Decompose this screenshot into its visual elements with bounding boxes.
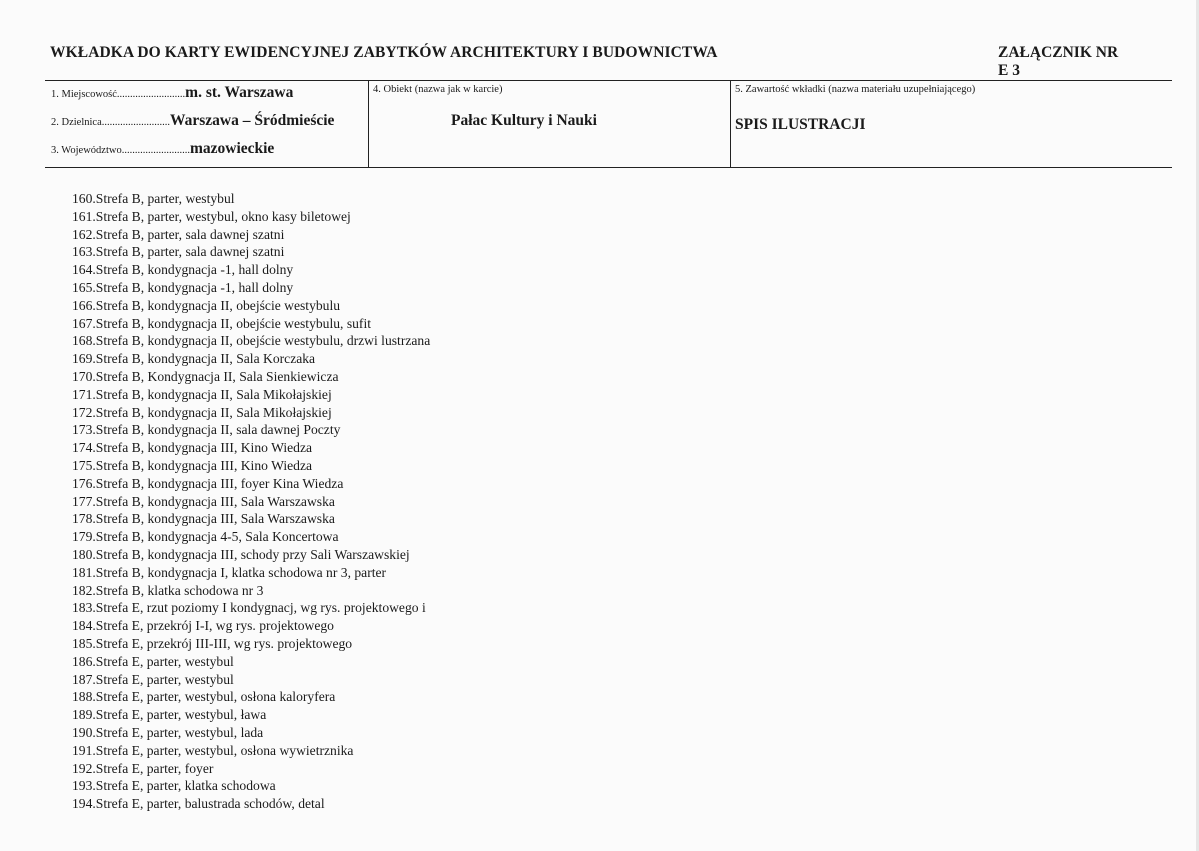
- list-item: 174.Strefa B, kondygnacja III, Kino Wiedza: [72, 440, 313, 456]
- object-value: Pałac Kultury i Nauki: [451, 112, 597, 129]
- list-item: 188.Strefa E, parter, westybul, osłona kaloryfera: [72, 689, 336, 705]
- list-item: 172.Strefa B, kondygnacja II, Sala Mikołajskiej: [72, 404, 332, 420]
- list-item: 185.Strefa E, przekrój III-III, wg rys. projektowego: [72, 635, 353, 651]
- list-item: 189.Strefa E, parter, westybul, ława: [72, 707, 267, 723]
- illustration-list: [72, 190, 430, 813]
- list-item: 169.Strefa B, kondygnacja II, Sala Korczaka: [72, 351, 316, 367]
- list-item: 173.Strefa B, kondygnacja II, sala dawnej Poczty: [72, 422, 341, 438]
- header-top-rule: [45, 80, 1172, 81]
- district-label: 2. Dzielnica..........................: [51, 117, 170, 128]
- list-item: 164.Strefa B, kondygnacja -1, hall dolny: [72, 262, 294, 278]
- list-item: 187.Strefa E, parter, westybul: [72, 671, 234, 687]
- document-title: WKŁADKA DO KARTY EWIDENCYJNEJ ZABYTKÓW ARCHITEKTURY I BUDOWNICTWA: [50, 44, 718, 61]
- list-item: 160.Strefa B, parter, westybul: [72, 191, 235, 206]
- list-item: 171.Strefa B, kondygnacja II, Sala Mikołajskiej: [72, 386, 332, 402]
- list-item: 176.Strefa B, kondygnacja III, foyer Kina Wiedza: [72, 475, 344, 491]
- list-item: 161.Strefa B, parter, westybul, okno kasy biletowej: [72, 208, 351, 224]
- district-value: Warszawa – Śródmieście: [169, 112, 335, 129]
- list-item: 166.Strefa B, kondygnacja II, obejście westybulu: [72, 297, 341, 313]
- district-field: [51, 112, 334, 130]
- list-item: 179.Strefa B, kondygnacja 4-5, Sala Koncertowa: [72, 529, 339, 545]
- column-divider-2: [730, 80, 731, 167]
- header-bottom-rule: [45, 167, 1172, 168]
- column-divider-1: [368, 80, 369, 167]
- list-item: 163.Strefa B, parter, sala dawnej szatni: [72, 244, 285, 260]
- content-label: 5. Zawartość wkładki (nazwa materiału uzupełniającego): [735, 84, 976, 95]
- voivodeship-field: [51, 140, 274, 158]
- list-item: 192.Strefa E, parter, foyer: [72, 760, 214, 776]
- voivodeship-value: mazowieckie: [189, 140, 275, 157]
- list-item: 194.Strefa E, parter, balustrada schodów, detal: [72, 796, 325, 812]
- content-value: SPIS ILUSTRACJI: [735, 116, 866, 133]
- list-item: 184.Strefa E, przekrój I-I, wg rys. projektowego: [72, 618, 334, 634]
- locality-field: [51, 84, 293, 102]
- list-item: 182.Strefa B, klatka schodowa nr 3: [72, 582, 264, 598]
- list-item: 193.Strefa E, parter, klatka schodowa: [72, 778, 276, 794]
- list-item: 177.Strefa B, kondygnacja III, Sala Warszawska: [72, 493, 335, 509]
- list-item: 165.Strefa B, kondygnacja -1, hall dolny: [72, 279, 294, 295]
- list-item: 186.Strefa E, parter, westybul: [72, 653, 234, 669]
- list-item: 191.Strefa E, parter, westybul, osłona wywietrznika: [72, 742, 354, 758]
- list-item: 162.Strefa B, parter, sala dawnej szatni: [72, 226, 285, 242]
- list-item: 190.Strefa E, parter, westybul, lada: [72, 724, 264, 740]
- list-item: 178.Strefa B, kondygnacja III, Sala Warszawska: [72, 511, 335, 527]
- voivodeship-label: 3. Województwo..........................: [51, 145, 190, 156]
- list-item: 170.Strefa B, Kondygnacja II, Sala Sienkiewicza: [72, 368, 339, 384]
- list-item: 183.Strefa E, rzut poziomy I kondygnacj, wg rys. projektowego i: [72, 600, 426, 616]
- list-item: 180.Strefa B, kondygnacja III, schody przy Sali Warszawskiej: [72, 546, 410, 562]
- attachment-label: ZAŁĄCZNIK NR: [998, 44, 1119, 61]
- list-item: 168.Strefa B, kondygnacja II, obejście westybulu, drzwi lustrzana: [72, 333, 431, 349]
- list-item: 167.Strefa B, kondygnacja II, obejście westybulu, sufit: [72, 315, 371, 331]
- locality-value: m. st. Warszawa: [185, 84, 294, 101]
- object-label: 4. Obiekt (nazwa jak w karcie): [373, 84, 503, 95]
- attachment-number: [998, 44, 1118, 80]
- list-item: 181.Strefa B, kondygnacja I, klatka schodowa nr 3, parter: [72, 564, 387, 580]
- locality-label: 1. Miejscowość..........................: [51, 89, 186, 100]
- list-item: 175.Strefa B, kondygnacja III, Kino Wiedza: [72, 457, 313, 473]
- attachment-code: E 3: [998, 62, 1020, 79]
